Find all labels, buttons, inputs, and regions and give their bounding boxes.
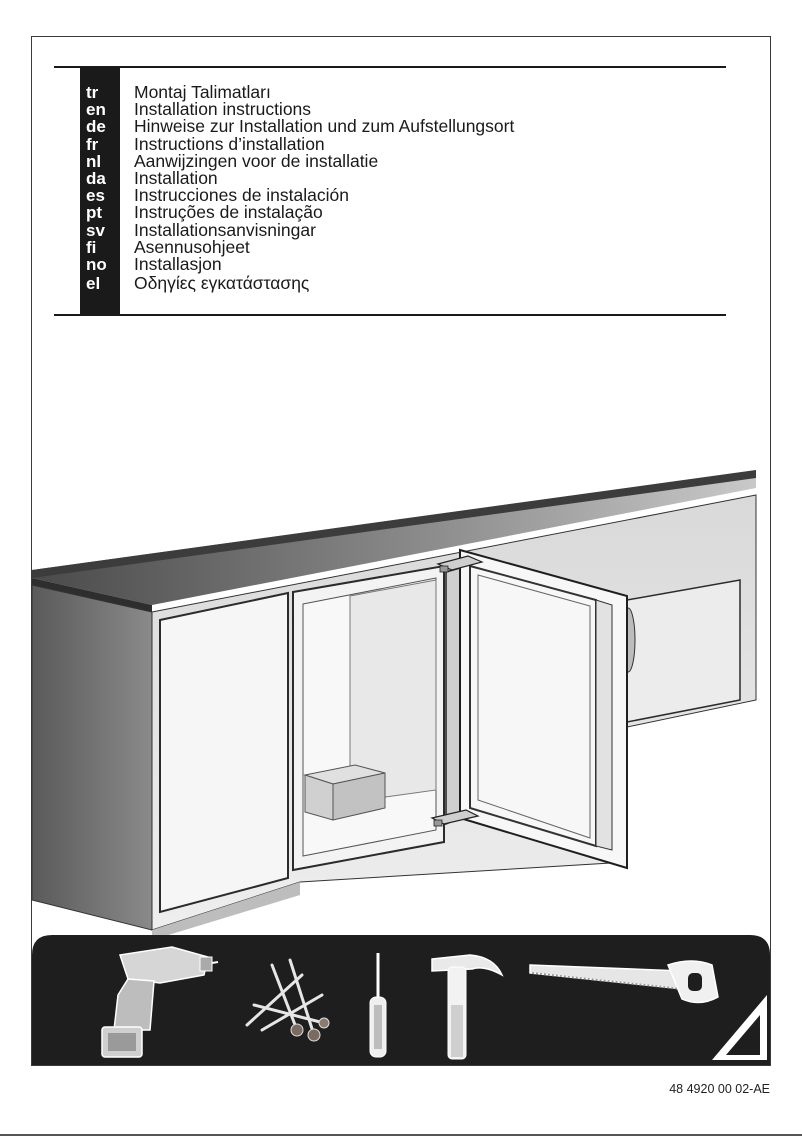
language-code: fi [86,237,97,257]
right-cabinet-front [627,580,740,722]
language-code: es [86,186,105,206]
language-code: fr [86,134,99,154]
language-title: Aanwijzingen voor de installatie [134,150,379,171]
language-title: Installation instructions [134,99,312,120]
fridge-door-panel [596,600,612,850]
document-code: 48 4920 00 02-AE [669,1082,770,1096]
language-title: Οδηγίες εγκατάστασης [134,273,310,294]
language-title: Montaj Talimatları [134,82,271,102]
language-code: el [86,274,101,294]
language-title: Instructions d’installation [134,133,325,154]
language-code: nl [86,151,102,171]
fridge-door-edge [446,568,460,824]
language-title: Hinweise zur Installation und zum Aufstellungsort [134,116,515,137]
cabinet-side-panel [32,585,152,930]
tools-band [32,935,770,1065]
language-code: no [86,254,107,274]
language-code: pt [86,203,103,223]
language-title: Asennusohjeet [134,236,250,257]
left-door-panel [160,593,288,912]
language-title: Installationsanvisningar [134,219,316,240]
language-title: Installation [134,167,218,188]
language-title: Installasjon [134,253,222,274]
language-title: Instruções de instalação [134,202,323,223]
language-title: Instrucciones de instalación [134,185,349,206]
language-code: da [86,168,106,188]
language-code: tr [86,83,99,102]
language-code: en [86,100,106,120]
language-code: de [86,117,106,137]
language-code: sv [86,220,105,240]
